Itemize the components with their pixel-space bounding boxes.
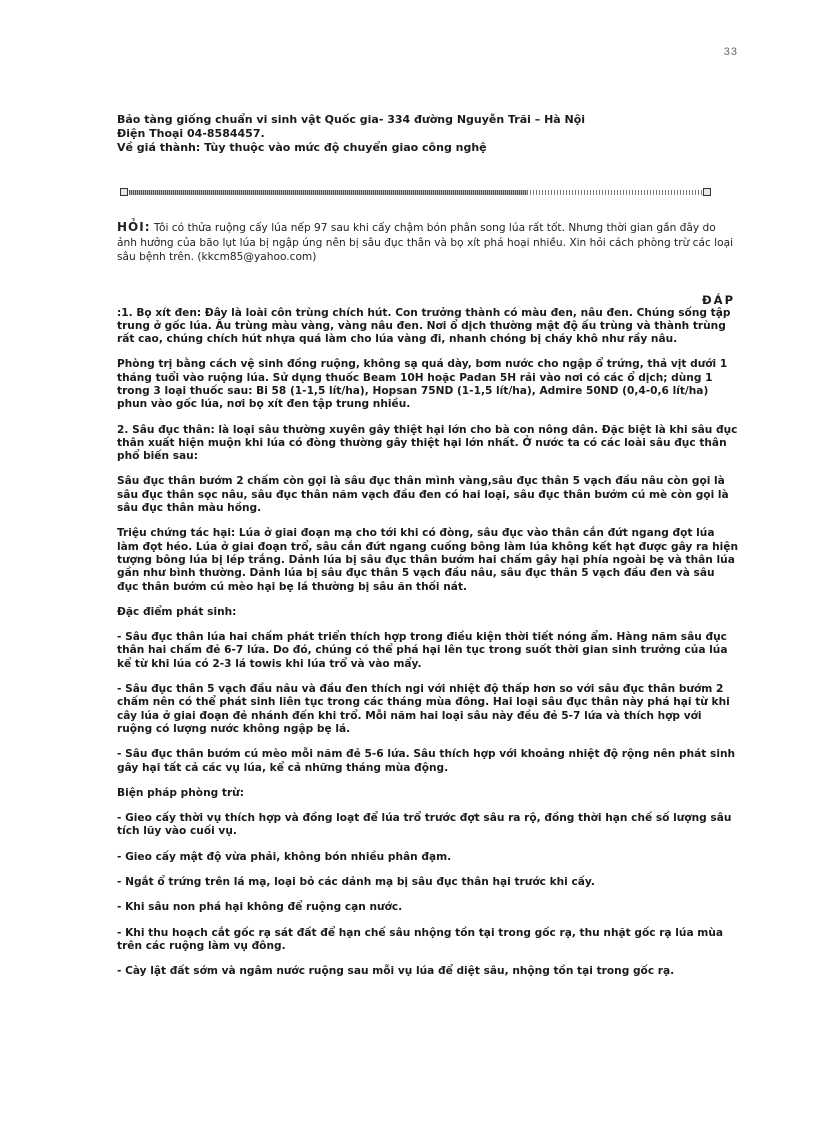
answer-paragraph: Sâu đục thân bướm 2 chấm còn gọi là sâu đục thân mình vàng,sâu đục thân 5 vạch đầu nâu còn gọi là sâu đục thân sọc nâu, sâu đục thân năm vạch đầu đen có hai loại, sâu đục thân bướm cú mè còn gọi là sâu đục thân màu hồng. [117,475,729,515]
answer-body [117,307,739,979]
header-address: Bảo tàng giống chuẩn vi sinh vật Quốc gia- 334 đường Nguyễn Trãi – Hà Nội [117,113,586,126]
divider-bar-fade [527,190,702,195]
header-price: Về giá thành: Tùy thuộc vào mức độ chuyển giao công nghệ [117,141,487,154]
answer-paragraph: - Ngắt ổ trứng trên lá mạ, loại bỏ các dảnh mạ bị sâu đục thân hại trước khi cấy. [117,876,595,888]
divider-left-knob [120,188,128,196]
answer-paragraph: Triệu chứng tác hại: Lúa ở giai đoạn mạ cho tới khi có đòng, sâu đục vào thân cắn đứt ngang đọt lúa làm đọt héo. Lúa ở giai đoạn trổ, sâu cắn đứt ngang cuống bông làm lúa không kết hạt được gây ra hiện tượng bông lúa bị lép trắng. Dảnh lúa bị sâu đục thân bướm hai chấm gây hại phía ngoài bẹ và thân lúa gần như bình thường. Dảnh lúa bị sâu đục thân 5 vạch đầu nâu, sâu đục thân 5 vạch đầu đen và sâu đục thân bướm cú mèo hại bẹ lá thường bị sâu ăn thối nát. [117,527,738,593]
document-body [117,113,739,990]
answer-paragraph: - Sâu đục thân bướm cú mèo mỗi năm đẻ 5-6 lứa. Sâu thích hợp với khoảng nhiệt độ rộng nên phát sinh gây hại tất cả các vụ lúa, kể cả những tháng mùa động. [117,748,736,774]
question-label: HỎI: [117,220,151,234]
answer-paragraph: - Sâu đục thân lúa hai chấm phát triển thích hợp trong điều kiện thời tiết nóng ẩm. Hàng năm sâu đục thân hai chấm đẻ 6-7 lứa. Do đó, chúng có thể phá hại lên tục trong suốt thời gian sinh trưởng của lúa kể từ khi lúa có 2-3 lá towis khi lúa trổ và vào mẩy. [117,631,728,670]
page-number: 33 [723,46,738,58]
answer-paragraph: - Gieo cấy thời vụ thích hợp và đồng loạt để lúa trổ trước đợt sâu ra rộ, đồng thời hạn chế số lượng sâu tích lũy vào cuối vụ. [117,812,732,838]
answer-paragraph: 2. Sâu đục thân: là loại sâu thường xuyên gây thiệt hại lớn cho bà con nông dân. Đặc biệt là khi sâu đục thân xuất hiện muộn khi lúa có đòng thường gây thiệt hại lớn nhất. Ở nước ta có các loài sâu đục thân phổ biến sau: [117,423,738,463]
header-phone: Điện Thoại 04-8584457. [117,127,265,140]
divider-right-knob [703,188,711,196]
section-heading: Biện pháp phòng trừ: [117,786,244,799]
answer-paragraph: Phòng trị bằng cách vệ sinh đồng ruộng, không sạ quá dày, bơm nước cho ngập ổ trứng, thả vịt dưới 1 tháng tuổi vào ruộng lúa. Sử dụng thuốc Beam 10H hoặc Padan 5H rải vào nơi có các ổ dịch; dùng 1 trong 3 loại thuốc sau: Bi 58 (1-1,5 lít/ha), Hopsan 75ND (1-1,5 lít/ha), Admire 50ND (0,4-0,6 lít/ha) phun vào gốc lúa, nơi bọ xít đen tập trung nhiều. [117,358,728,411]
answer-paragraph: - Sâu đục thân 5 vạch đầu nâu và đầu đen thích ngi với nhiệt độ thấp hơn so với sâu đục thân bướm 2 chấm nên có thể phát sinh liên tục trong các tháng mùa đông. Hai loại sâu đục thân này phá hại từ khi cây lúa ở giai đoạn đẻ nhánh đến khi trổ. Mỗi năm hai loại sâu này đều đẻ 5-7 lứa và thích hợp với ruộng có lượng nước không ngập bẹ lá. [117,683,730,735]
answer-paragraph: - Gieo cấy mật độ vừa phải, không bón nhiều phân đạm. [117,850,452,863]
section-divider [117,188,739,200]
contact-header [117,113,739,155]
answer-label: ĐÁP [702,292,735,307]
answer-paragraph: - Khi sâu non phá hại không để ruộng cạn nước. [117,901,403,914]
answer-paragraph: - Cày lật đất sớm và ngâm nước ruộng sau mỗi vụ lúa để diệt sâu, nhộng tồn tại trong gốc rạ. [117,965,675,978]
section-heading: Đặc điểm phát sinh: [117,605,237,618]
answer-paragraph: :1. Bọ xít đen: Đây là loài côn trùng chích hút. Con trưởng thành có màu đen, nâu đen. Chúng sống tập trung ở gốc lúa. Ấu trùng màu vàng, vàng nâu đen. Nơi ổ dịch thường mật độ ấu trùng và thành trùng rất cao, chúng chích hút nhựa quá làm cho lúa vàng đi, nhanh chóng bị cháy khô như rầy nâu. [117,306,731,346]
answer-paragraph: - Khi thu hoạch cắt gốc rạ sát đất để hạn chế sâu nhộng tồn tại trong gốc rạ, thu nhặt gốc rạ lúa mùa trên các ruộng làm vụ đông. [117,926,724,952]
question-block [117,220,739,265]
question-text: Tôi có thửa ruộng cấy lúa nếp 97 sau khi cấy chậm bón phân song lúa rất tốt. Nhưng thời gian gần đây do ảnh hưởng của bão lụt lúa bị ngập úng nên bị sâu đục thân và bọ xít phá hoại nhiều. Xin hỏi cách phòng trừ các loại sâu bệnh trên. (kkcm85@yahoo.com) [117,222,734,263]
